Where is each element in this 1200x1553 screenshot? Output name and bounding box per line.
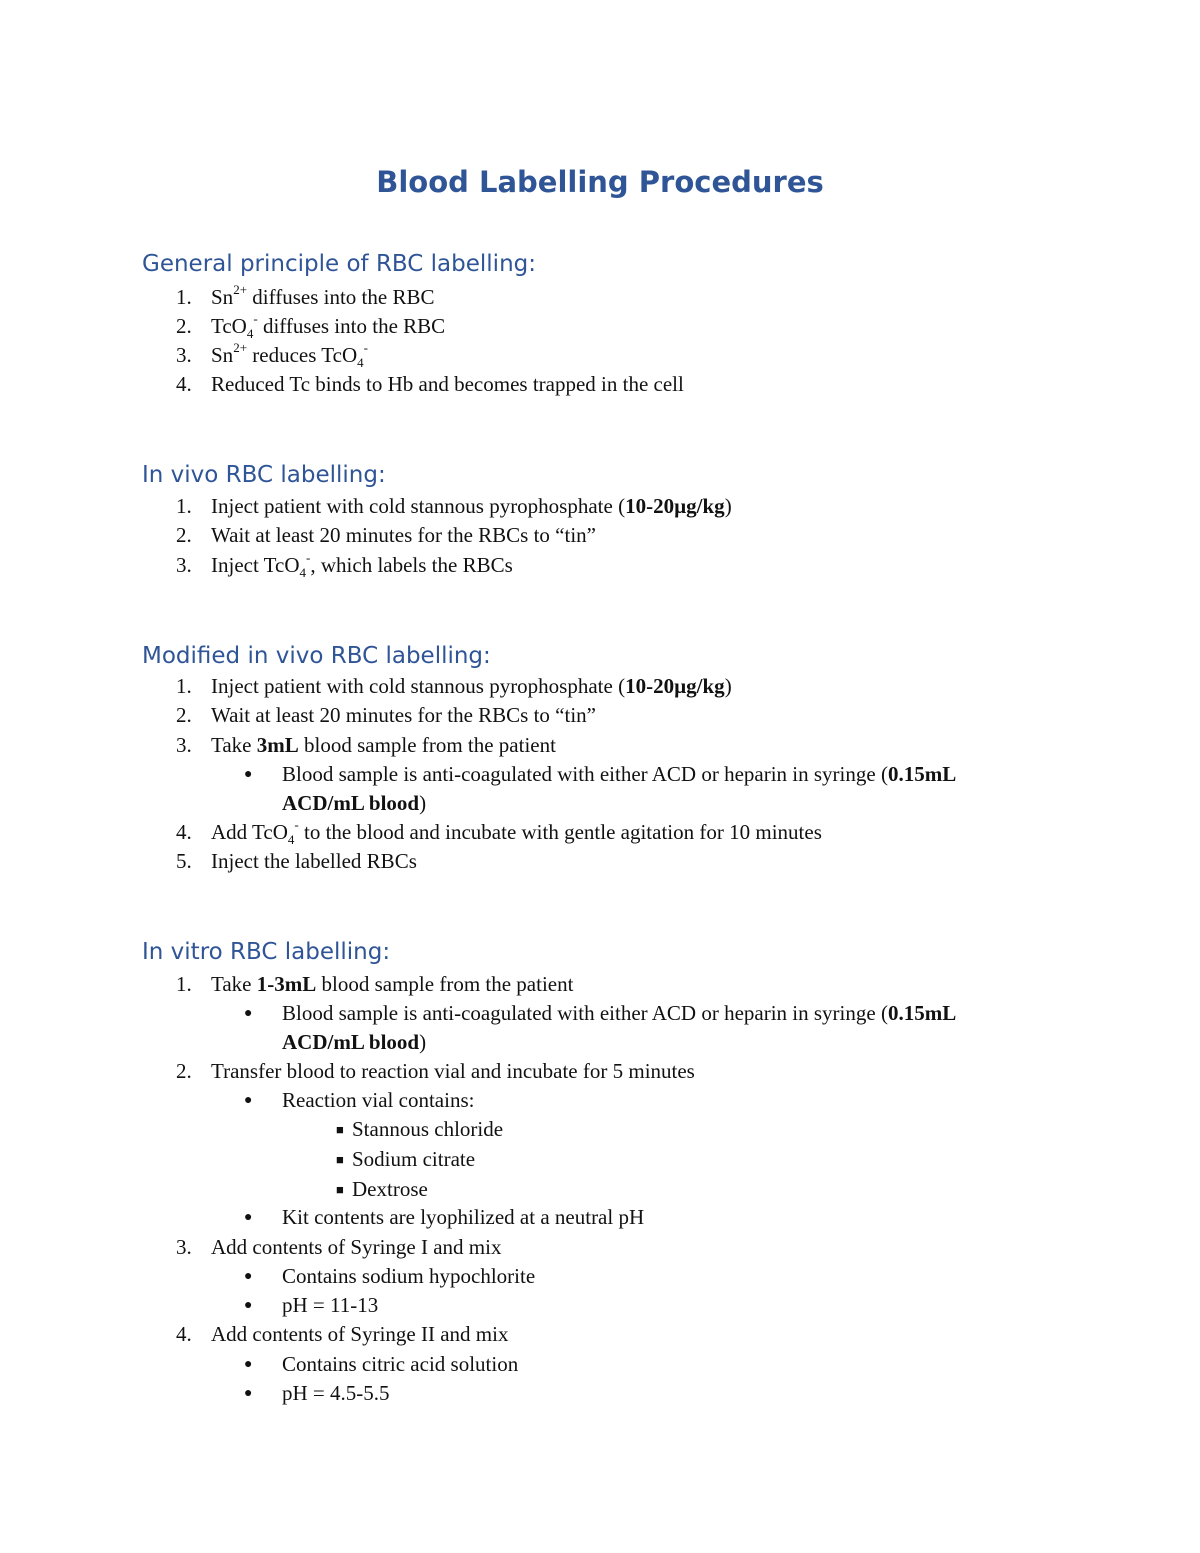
item-number: 1. [176,494,192,518]
item-number: 2. [176,703,192,727]
item-number: 4. [176,820,192,844]
item-number: 2. [176,1059,192,1083]
section-heading-general: General principle of RBC labelling: [142,251,536,277]
item-number: 3. [176,1235,192,1259]
item-number: 3. [176,733,192,757]
section-heading-modified-in-vivo: Modified in vivo RBC labelling: [142,643,491,669]
item-number: 5. [176,849,192,873]
item-number: 1. [176,674,192,698]
item-number: 4. [176,372,192,396]
square-bullet-icon: ■ [336,1122,344,1137]
bullet-icon: ● [244,1210,253,1225]
item-number: 1. [176,285,192,309]
square-bullet-icon: ■ [336,1152,344,1167]
section-heading-in-vitro: In vitro RBC labelling: [142,939,391,965]
section-heading-in-vivo: In vivo RBC labelling: [142,462,386,488]
item-number: 1. [176,972,192,996]
bullet-icon: ● [244,1357,253,1372]
item-number: 3. [176,343,192,367]
page-title: Blood Labelling Procedures [376,165,824,199]
item-number: 2. [176,523,192,547]
bullet-icon: ● [244,1298,253,1313]
bullet-icon: ● [244,1386,253,1401]
item-number: 2. [176,314,192,338]
square-bullet-icon: ■ [336,1182,344,1197]
document-page: Blood Labelling Procedures General principle of RBC labelling: 1. $Sn^{2+}$ diffuses into the RBC 2. TcO$_4$- diffuses into the RBC 3. $Sn^{2+}$ reduces TcO$_4$- 4. Reduced Tc binds to Hb and becomes trapped in the cell In vivo RBC labelling: 1. Inject patient with cold stannous pyrophosphate (10-20µg/kg) 2. Wait at least 20 minutes for the RBCs to “tin” 3. Inject TcO$_4$-, which labels the RBCs Modified in vivo RBC labelling: 1. Inject patient with cold stannous pyrophosphate (10-20µg/kg) 2. Wait at least 20 minutes for the RBCs to “tin” 3. Take 3mL blood sample from the patient ● Blood sample is anti-coagulated with either ACD or heparin in syringe (0.15mL ACD/mL blood) 4. Add TcO$_4$- to the blood and incubate with gentle agitation for 10 minutes 5. Inject the labelled RBCs In vitro RBC labelling: 1. Take 1-3mL blood sample from the patient ● Blood sample is anti-coagulated with either ACD or heparin in syringe (0.15mL ACD/mL blood) 2. Transfer blood to reaction vial and incubate for 5 minutes ● Reaction vial contains: ■ Stannous chloride ■ Sodium citrate ■ Dextrose ● Kit contents are lyophilized at a neutral pH 3. Add contents of Syringe I and mix ● Contains sodium hypochlorite ● pH = 11-13 4. Add contents of Syringe II and mix ● Contains citric acid solution ● pH = 4.5-5.5 [0,0,1200,1553]
bullet-icon: ● [244,1006,253,1021]
item-number: 4. [176,1322,192,1346]
bullet-icon: ● [244,1093,253,1108]
item-number: 3. [176,553,192,577]
bullet-icon: ● [244,1269,253,1284]
bullet-icon: ● [244,767,253,782]
